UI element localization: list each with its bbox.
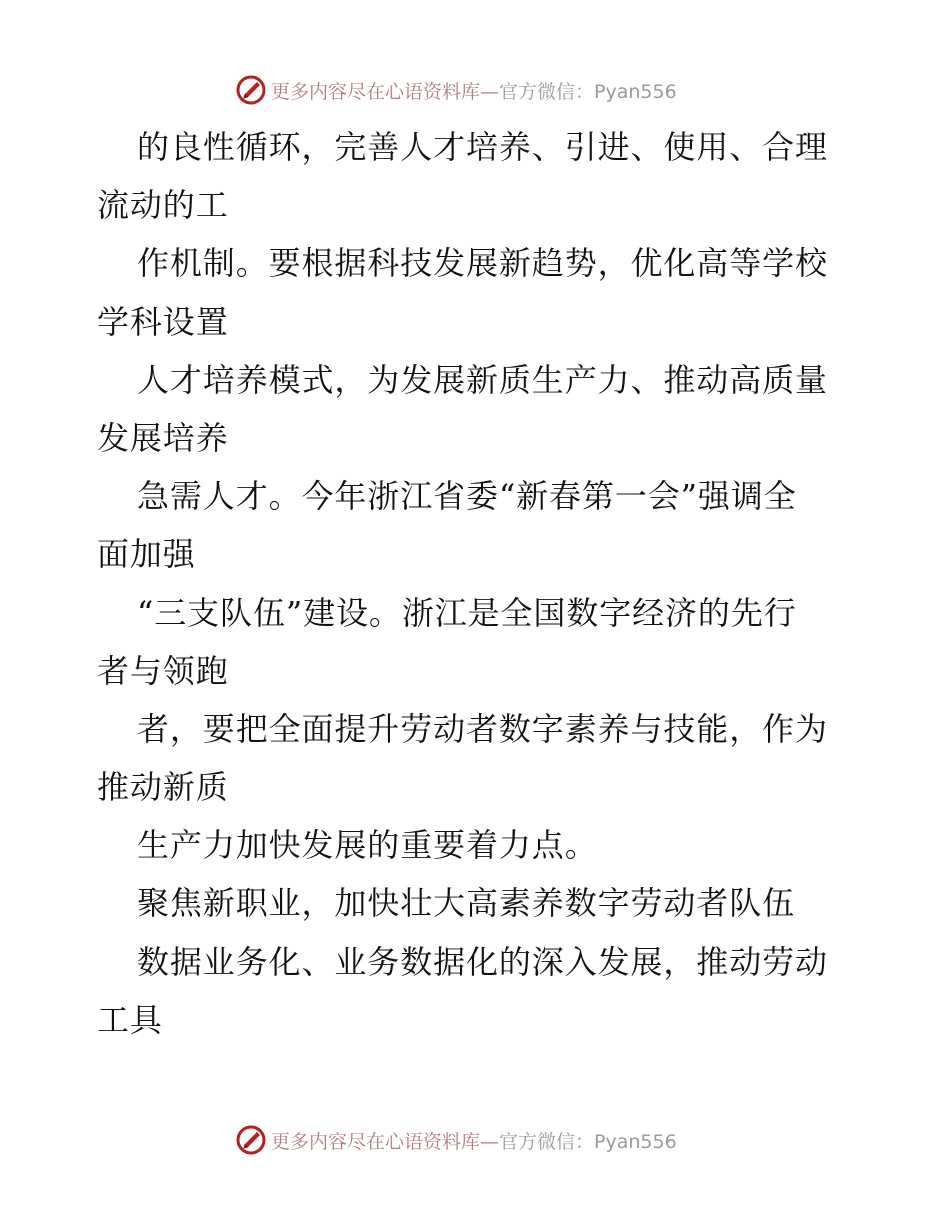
text-line: 学科设置 bbox=[97, 302, 229, 341]
text-line: “三支队伍”建设。浙江是全国数字经济的先行 bbox=[137, 593, 797, 632]
footer-banner-main: 更多内容尽在心语资料库— bbox=[271, 1130, 500, 1153]
text-line: 聚焦新职业，加快壮大高素养数字劳动者队伍 bbox=[137, 884, 796, 923]
brand-logo-icon bbox=[235, 74, 267, 106]
text-line: 者，要把全面提升劳动者数字素养与技能，作为 bbox=[137, 709, 828, 748]
footer-banner-wechat: 官方微信：Pyan556 bbox=[499, 1130, 677, 1153]
text-line: 工具 bbox=[97, 1000, 163, 1039]
header-banner-wechat: 官方微信：Pyan556 bbox=[499, 80, 677, 103]
text-line: 流动的工 bbox=[97, 186, 229, 225]
text-line: 者与领跑 bbox=[97, 651, 229, 690]
header-banner-main: 更多内容尽在心语资料库— bbox=[271, 80, 500, 103]
header-banner-text bbox=[271, 77, 677, 104]
text-line: 推动新质 bbox=[97, 768, 229, 807]
text-line: 发展培养 bbox=[97, 418, 229, 457]
header-banner bbox=[235, 72, 677, 108]
footer-banner-text bbox=[271, 1127, 677, 1154]
text-line: 数据业务化、业务数据化的深入发展，推动劳动 bbox=[137, 942, 828, 981]
text-line: 作机制。要根据科技发展新趋势，优化高等学校 bbox=[137, 244, 828, 283]
text-line: 生产力加快发展的重要着力点。 bbox=[137, 826, 598, 865]
text-line: 人才培养模式，为发展新质生产力、推动高质量 bbox=[137, 360, 828, 399]
text-line: 急需人才。今年浙江省委“新春第一会”强调全 bbox=[137, 477, 797, 516]
footer-banner bbox=[235, 1122, 677, 1158]
body-text bbox=[97, 118, 857, 1049]
text-line: 的良性循环，完善人才培养、引进、使用、合理 bbox=[137, 128, 828, 166]
brand-logo-icon bbox=[235, 1124, 267, 1156]
text-line: 面加强 bbox=[97, 535, 196, 574]
